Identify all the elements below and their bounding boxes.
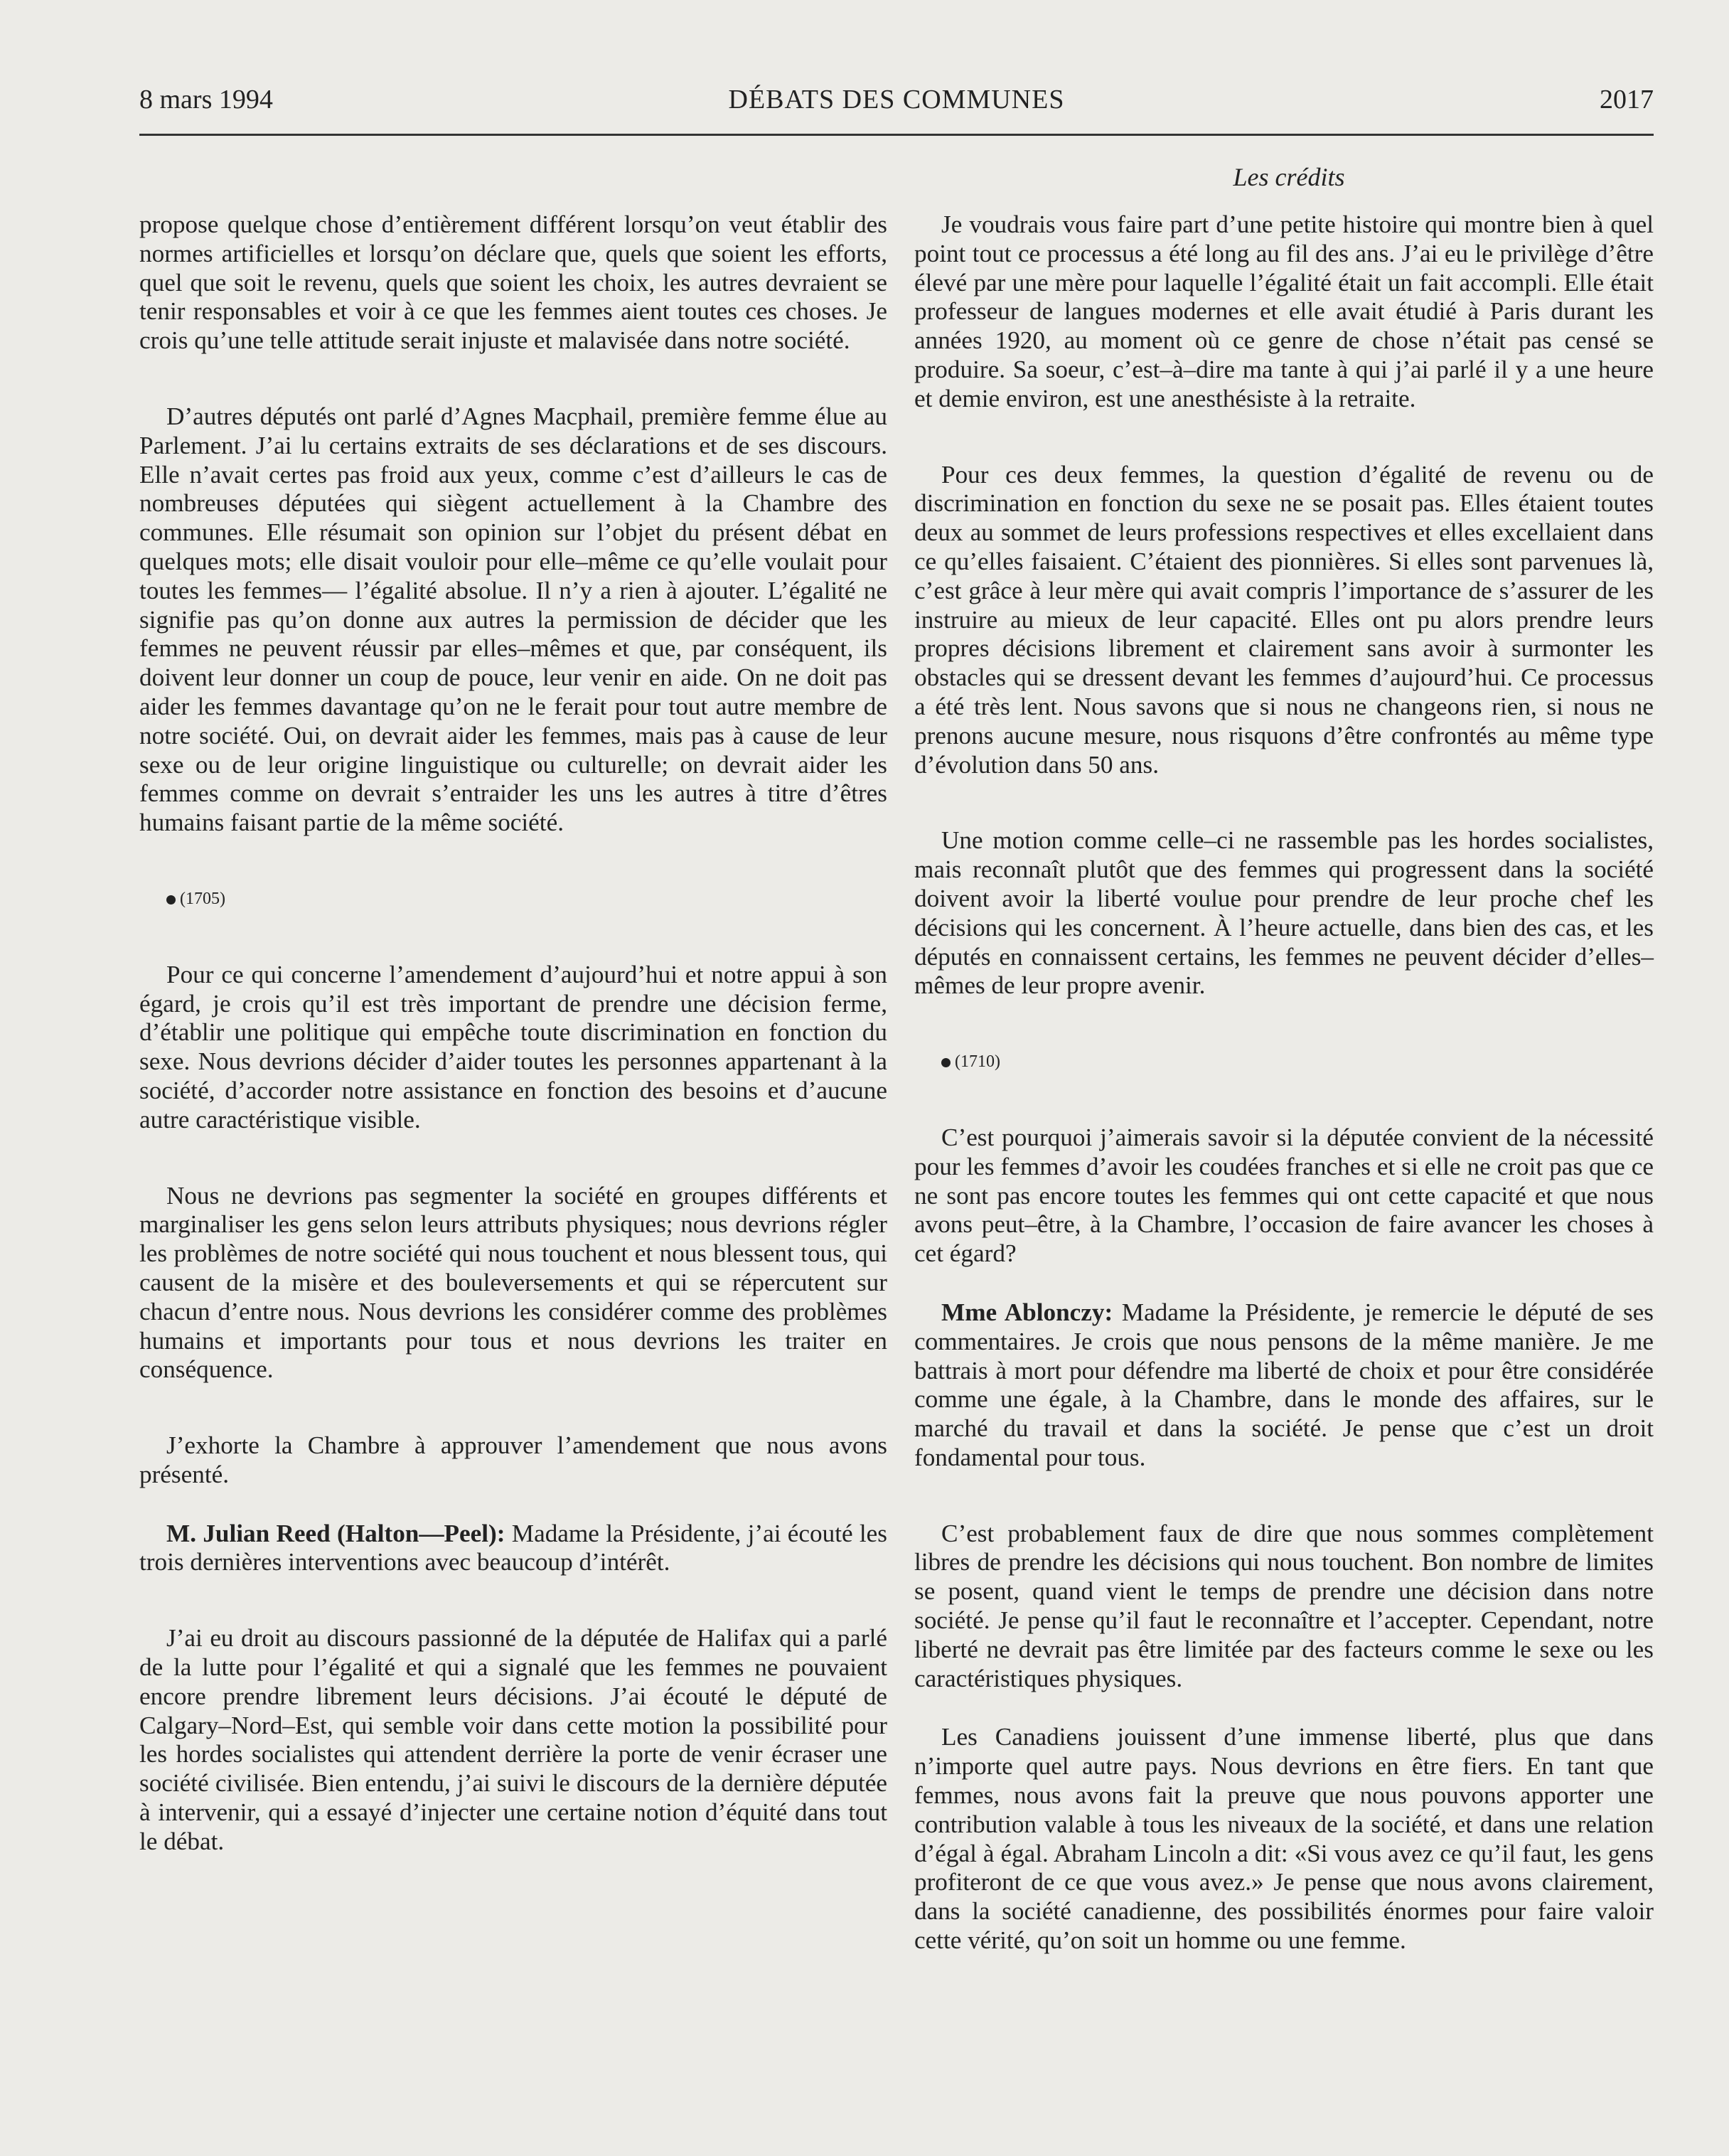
time-marker-label: (1710)	[955, 1052, 1000, 1072]
paragraph: C’est probablement faux de dire que nous sommes complètement libres de prendre les décisions qui nous touchent. Bon nombre de limites se posent, quand vient le temps de prendre une décision dans notre société. Je pense qu’il faut le reconnaître et l’accepter. Cependant, notre liberté ne devrait pas être limitée par des facteurs comme le sexe ou les caractéristiques physiques.	[914, 1519, 1654, 1692]
time-marker	[914, 1047, 1654, 1077]
paragraph	[139, 1520, 887, 1578]
right-column	[914, 210, 1654, 1955]
paragraph: Les Canadiens jouissent d’une immense liberté, plus que dans n’importe quel autre pays. Nous devrions en être fiers. En tant que femmes, nous avons fait la preuve que nous pouvons apporter une contribution valable à tous les niveaux de la société, et dans une relation d’égal à égal. Abraham Lincoln a dit: «Si vous avez ce qu’il faut, les gens profiteront de ce que vous avez.» Je pense que nous avons clairement, dans la société canadienne, des possibilités énormes pour faire valoir cette vérité, qu’on soit un homme ou une femme.	[914, 1723, 1654, 1955]
page-header	[139, 84, 1654, 136]
paragraph: Pour ce qui concerne l’amendement d’aujourd’hui et notre appui à son égard, je crois qu’il est très important de prendre une décision ferme, d’établir une politique qui empêche toute discrimination en fonction du sexe. Nous devrions décider d’aider toutes les personnes appartenant à la société, d’accorder notre assistance en fonction des besoins et d’aucune autre caractéristique visible.	[139, 960, 887, 1133]
time-marker	[139, 885, 887, 914]
bullet-icon	[166, 895, 176, 904]
header-date: 8 mars 1994	[139, 85, 273, 114]
paragraph: J’ai eu droit au discours passionné de la députée de Halifax qui a parlé de la lutte pour l’égalité et qui a signalé que les femmes ne pouvaient encore prendre librement leurs décisions. J’ai écouté le député de Calgary–Nord–Est, qui semble voir dans cette motion la possibilité pour les hordes socialistes qui attendent derrière la porte de venir écraser une société civilisée. Bien entendu, j’ai suivi le discours de la dernière députée à intervenir, qui a essayé d’injecter une certaine notion d’équité dans tout le débat.	[139, 1624, 887, 1855]
time-marker-label: (1705)	[180, 889, 225, 908]
speech-text: Madame la Présidente, j’ai écouté les trois dernières interventions avec beaucoup d’intérêt.	[139, 1519, 887, 1576]
paragraph: propose quelque chose d’entièrement différent lorsqu’on veut établir des normes artificielles et lorsqu’on déclare que, quels que soient les efforts, quel que soit le revenu, quels que soient les choix, les autres devraient se tenir responsables et voir à ce que les femmes aient toutes ces choses. Je crois qu’une telle attitude serait injuste et malavisée dans notre société.	[139, 210, 887, 355]
paragraph: J’exhorte la Chambre à approuver l’amendement que nous avons présenté.	[139, 1431, 887, 1488]
speaker-name: M. Julian Reed (Halton—Peel):	[166, 1519, 505, 1547]
left-column	[139, 210, 887, 1857]
bullet-icon	[941, 1058, 951, 1067]
paragraph: Nous ne devrions pas segmenter la société en groupes différents et marginaliser les gens selon leurs attributs physiques; nous devrions régler les problèmes de notre société qui nous touchent et nous blessent tous, qui causent de la misère et des bouleversements et qui se répercutent sur chacun d’entre nous. Nous devrions les considérer comme des problèmes humains et importants pour tous et nous devrions les traiter en conséquence.	[139, 1181, 887, 1384]
header-title: DÉBATS DES COMMUNES	[728, 85, 1065, 114]
paragraph: C’est pourquoi j’aimerais savoir si la députée convient de la nécessité pour les femmes d’avoir les coudées franches et si elle ne croit pas que ce ne sont pas encore toutes les femmes qui ont cette capacité et que nous avons peut–être, à la Chambre, l’occasion de faire avancer les choses à cet égard?	[914, 1123, 1654, 1268]
speech-text: Madame la Présidente, je remercie le député de ses commentaires. Je crois que nous pensons de la même manière. Je me battrais à mort pour défendre ma liberté de choix et pour être considérée comme une égale, à la Chambre, dans le monde des affaires, sur le marché du travail et dans la société. Je pense que c’est un droit fondamental pour tous.	[914, 1298, 1654, 1471]
paragraph: Je voudrais vous faire part d’une petite histoire qui montre bien à quel point tout ce processus a été long au fil des ans. J’ai eu le privilège d’être élevé par une mère pour laquelle l’égalité était un fait accompli. Elle était professeur de langues modernes et elle avait étudié à Paris durant les années 1920, au moment où ce genre de chose n’était pas censé se produire. Sa soeur, c’est–à–dire ma tante à qui j’ai parlé il y a une heure et demie environ, est une anesthésiste à la retraite.	[914, 210, 1654, 412]
speaker-name: Mme Ablonczy:	[941, 1298, 1113, 1326]
paragraph: Pour ces deux femmes, la question d’égalité de revenu ou de discrimination en fonction du sexe ne se posait pas. Elles étaient toutes deux au sommet de leurs professions respectives et elles excellaient dans ce qu’elles faisaient. C’étaient des pionnières. Si elles sont parvenues là, c’est grâce à leur mère qui avait compris l’importance de s’assurer de les instruire au mieux de leur capacité. Elles ont pu alors prendre leurs propres décisions librement et clairement sans avoir à surmonter les obstacles qui se dressent devant les femmes d’aujourd’hui. Ce processus a été très lent. Nous savons que si nous ne changeons rien, si nous ne prenons aucune mesure, nous risquons d’être confrontés au même type d’évolution dans 50 ans.	[914, 460, 1654, 779]
paragraph	[914, 1298, 1654, 1473]
paragraph: D’autres députés ont parlé d’Agnes Macphail, première femme élue au Parlement. J’ai lu certains extraits de ses déclarations et de ses discours. Elle n’avait certes pas froid aux yeux, comme c’est d’ailleurs le cas de nombreuses députées qui siègent actuellement à la Chambre des communes. Elle résumait son opinion sur l’objet du présent débat en quelques mots; elle disait vouloir pour elle–même ce qu’elle voulait pour toutes les femmes— l’égalité absolue. Il n’y a rien à ajouter. L’égalité ne signifie pas qu’on donne aux autres la permission de décider que les femmes ne peuvent réussir par elles–mêmes et que, par conséquent, ils doivent leur donner un coup de pouce, leur venir en aide. On ne doit pas aider les femmes davantage qu’on ne le ferait pour tout autre membre de notre société. Oui, on devrait aider les femmes, mais pas à cause de leur sexe ou de leur origine linguistique ou culturelle; on devrait aider les femmes comme on devrait s’entraider les uns les autres à titre d’êtres humains faisant partie de la même société.	[139, 402, 887, 837]
section-title: Les crédits	[1233, 163, 1345, 191]
page-number: 2017	[1600, 85, 1654, 114]
paragraph: Une motion comme celle–ci ne rassemble pas les hordes socialistes, mais reconnaît plutôt que des femmes qui progressent dans la société doivent avoir la liberté voulue pour prendre de leur proche chef les décisions qui les concernent. À l’heure actuelle, dans bien des cas, et les députés en connaissent certains, les femmes ne peuvent décider d’elles–mêmes de leur propre avenir.	[914, 826, 1654, 1000]
